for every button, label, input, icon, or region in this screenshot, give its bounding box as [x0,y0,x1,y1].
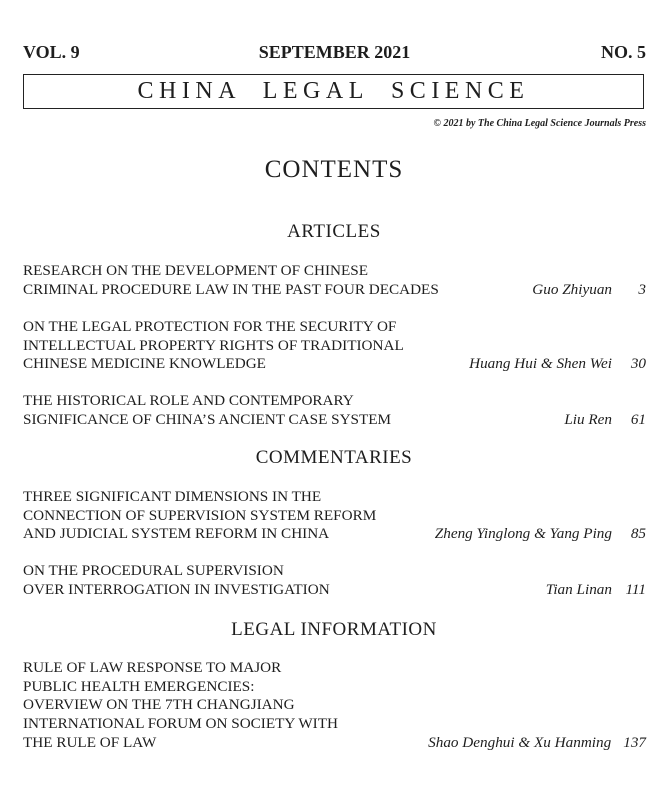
entry-author: Huang Hui & Shen Wei [469,355,612,373]
entry-meta [546,581,646,600]
toc-entry[interactable] [23,659,646,752]
entry-page-number: 85 [630,525,646,543]
entry-title-line: CONNECTION OF SUPERVISION SYSTEM REFORM [23,506,377,524]
entry-author: Tian Linan [545,580,612,598]
toc-entry[interactable] [23,318,646,374]
entry-title-line: RESEARCH ON THE DEVELOPMENT OF CHINESE [23,262,368,279]
volume-label: VOL. 9 [23,42,80,62]
entry-title-line: ON THE LEGAL PROTECTION FOR THE SECURITY OF [23,318,397,335]
entry-title-line: ON THE PROCEDURAL SUPERVISION [23,562,284,579]
entry-title-line: OVERVIEW ON THE 7TH CHANGJIANG [23,696,295,714]
entry-title-line: SIGNIFICANCE OF CHINA’S ANCIENT CASE SYSTEM [23,410,392,428]
toc-entry[interactable] [23,562,646,599]
entry-title-line: CRIMINAL PROCEDURE LAW IN THE PAST FOUR DECADES [23,280,439,298]
toc-entry[interactable] [23,488,646,544]
issue-date: SEPTEMBER 2021 [258,42,411,62]
entry-meta [564,411,646,430]
entry-title-line: OVER INTERROGATION IN INVESTIGATION [23,580,330,598]
entry-title-line: THE RULE OF LAW [23,733,157,751]
entry-meta [532,281,646,300]
entry-author: Guo Zhiyuan [532,280,612,298]
entry-title-line: THE HISTORICAL ROLE AND CONTEMPORARY [23,392,354,409]
section-heading-commentaries: COMMENTARIES [255,447,413,468]
entry-author: Liu Ren [564,410,612,428]
section-heading-legal-information: LEGAL INFORMATION [231,619,437,640]
section-heading-articles: ARTICLES [287,221,381,242]
entry-title-line: INTELLECTUAL PROPERTY RIGHTS OF TRADITIONAL [23,336,404,354]
entry-author: Shao Denghui & Xu Hanming [428,733,612,751]
contents-heading: CONTENTS [264,156,404,183]
entry-page-number: 3 [638,280,646,298]
entry-meta [435,525,646,544]
entry-page-number: 61 [630,410,646,428]
entry-title-line: THREE SIGNIFICANT DIMENSIONS IN THE [23,488,322,505]
entry-page-number: 111 [625,580,646,598]
entry-title-line: RULE OF LAW RESPONSE TO MAJOR [23,659,282,676]
entry-page-number: 30 [630,355,646,373]
entry-author: Zheng Yinglong & Yang Ping [434,525,612,543]
issue-header [23,42,646,64]
entry-title-line: CHINESE MEDICINE KNOWLEDGE [23,355,266,373]
issue-number: NO. 5 [601,42,646,62]
entry-title-line: PUBLIC HEALTH EMERGENCIES: [23,677,255,695]
journal-title: CHINA LEGAL SCIENCE [23,74,644,109]
entry-title-line: AND JUDICIAL SYSTEM REFORM IN CHINA [23,525,330,543]
copyright-notice: © 2021 by The China Legal Science Journals Press [433,118,646,129]
toc-entry[interactable] [23,262,646,299]
entry-meta [469,355,646,374]
toc-entry[interactable] [23,392,646,429]
entry-page-number: 137 [623,733,646,751]
entry-meta [428,734,646,753]
entry-title-line: INTERNATIONAL FORUM ON SOCIETY WITH [23,715,338,733]
